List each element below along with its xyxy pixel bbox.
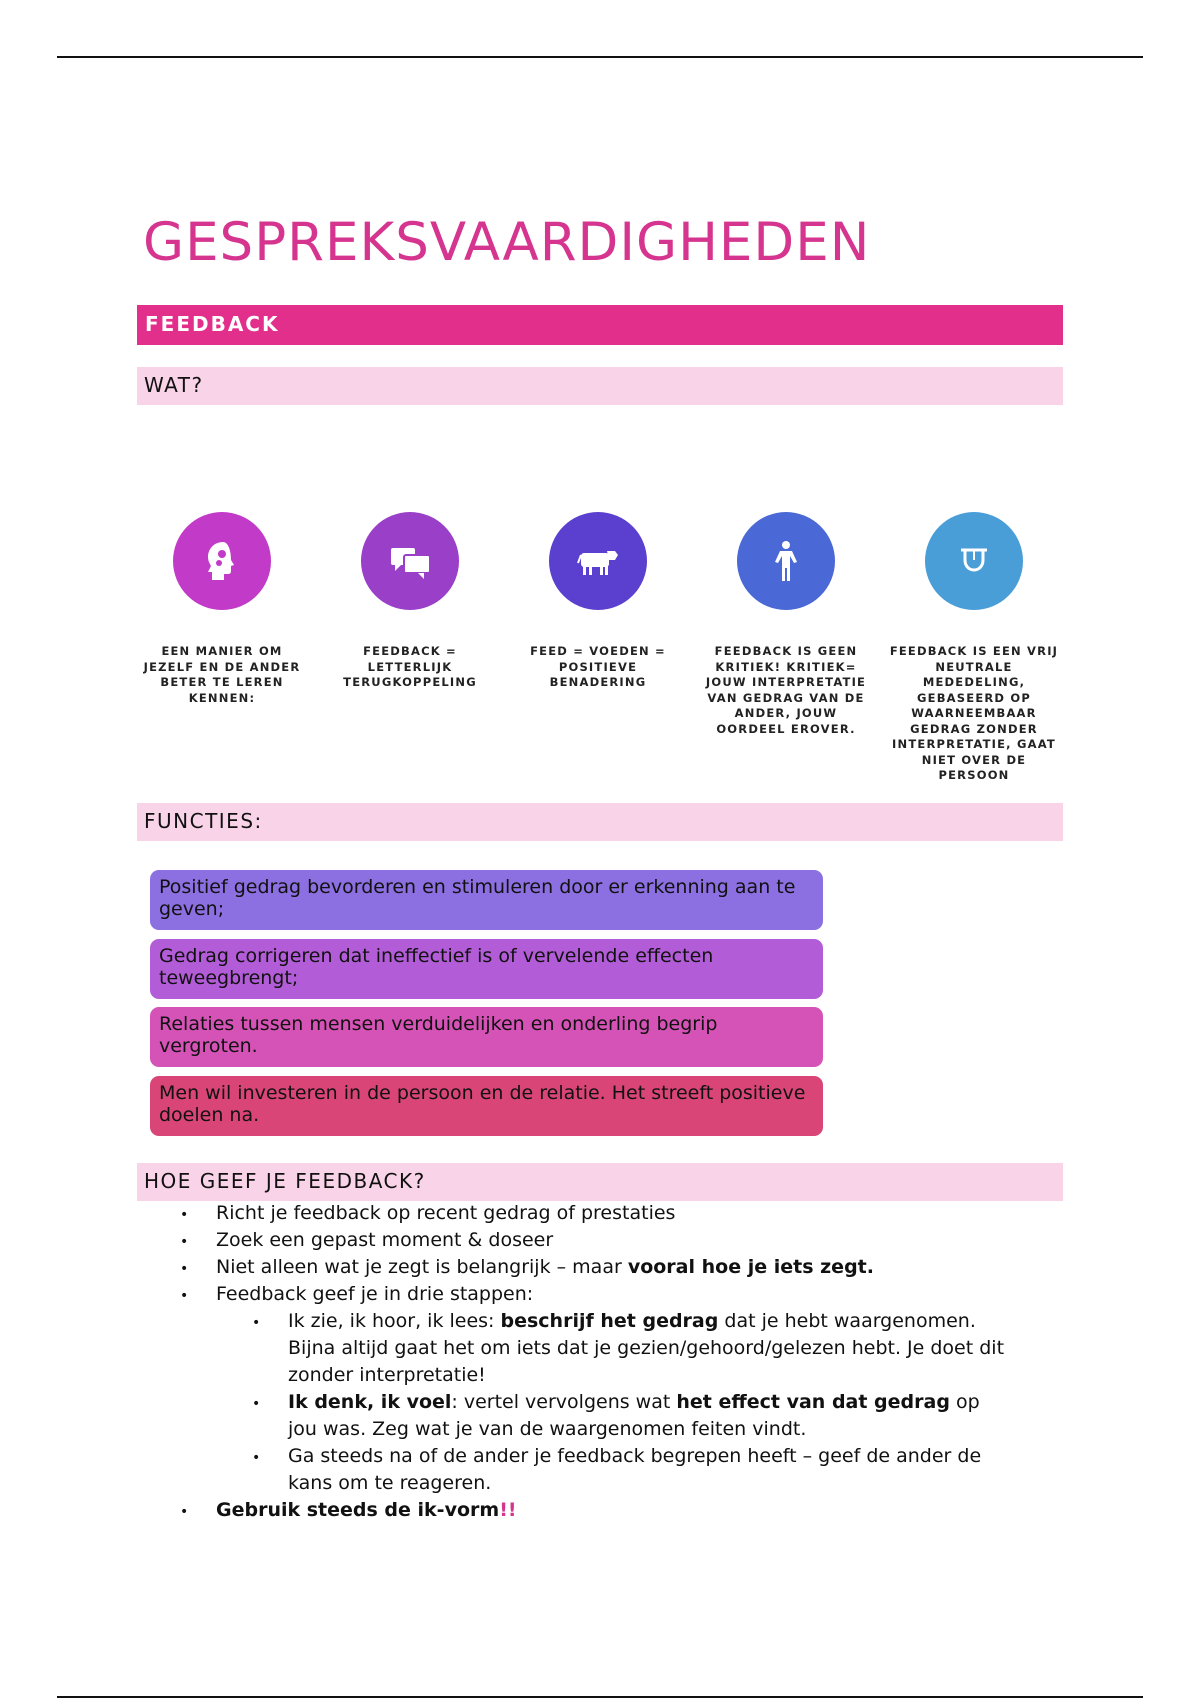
subheading-wat: WAT? <box>137 367 1063 405</box>
bullet-marker: • <box>180 1288 189 1304</box>
icon-caption: FEED = VOEDEN = POSITIEVE BENADERING <box>530 644 666 689</box>
function-box: Men wil investeren in de persoon en de relatie. Het streeft positieve doelen na. <box>150 1076 823 1136</box>
list-item-line: jou was. Zeg wat je van de waargenomen feiten vindt. <box>288 1418 807 1440</box>
list-item <box>216 1497 517 1524</box>
function-box: Gedrag corrigeren dat ineffectief is of vervelende effecten teweegbrengt; <box>150 939 823 999</box>
bullet-marker: • <box>180 1261 189 1277</box>
bullet-marker: • <box>180 1207 189 1223</box>
list-item-line: Bijna altijd gaat het om iets dat je gezien/gehoord/gelezen hebt. Je doet dit <box>288 1337 1005 1359</box>
list-item-line: zonder interpretatie! <box>288 1364 486 1386</box>
list-item-bold: Gebruik steeds de ik-vorm <box>216 1499 500 1521</box>
list-item-line: kans om te reageren. <box>288 1472 492 1494</box>
icon-caption: FEEDBACK IS GEEN KRITIEK! KRITIEK= JOUW INTERPRETATIE VAN GEDRAG VAN DE ANDER, JOUW OORDEEL EROVER. <box>705 644 867 736</box>
list-item-text: Ik zie, ik hoor, ik lees: <box>288 1310 501 1332</box>
tongue-face-icon <box>925 512 1023 610</box>
bullet-marker: • <box>180 1504 189 1520</box>
subheading-hoe: HOE GEEF JE FEEDBACK? <box>137 1163 1063 1201</box>
function-box: Relaties tussen mensen verduidelijken en onderling begrip vergroten. <box>150 1007 823 1067</box>
subheading-functies: FUNCTIES: <box>137 803 1063 841</box>
list-item <box>216 1254 874 1281</box>
list-item <box>288 1389 980 1416</box>
icon-item <box>701 508 871 737</box>
list-item: Ga steeds na of de ander je feedback begrepen heeft – geef de ander de <box>288 1445 982 1467</box>
icon-caption: FEEDBACK = LETTERLIJK TERUGKOPPELING <box>343 644 477 689</box>
list-item-text: : vertel vervolgens wat <box>451 1391 677 1413</box>
list-item: Richt je feedback op recent gedrag of prestaties <box>216 1202 676 1224</box>
list-item: Feedback geef je in drie stappen: <box>216 1283 534 1305</box>
list-item-text: op <box>949 1391 980 1413</box>
icon-row <box>137 508 1075 788</box>
page-title: GESPREKSVAARDIGHEDEN <box>143 212 871 273</box>
icon-caption: FEEDBACK IS EEN VRIJ NEUTRALE MEDEDELING, GEBASEERD OP WAARNEEMBAAR GEDRAG ZONDER INTERPRETATIE, GAAT NIET OVER DE PERSOON <box>889 644 1059 782</box>
speech-bubbles-icon <box>361 512 459 610</box>
top-rule <box>57 56 1143 58</box>
icon-item <box>137 508 307 706</box>
list-item-text: dat je hebt waargenomen. <box>718 1310 976 1332</box>
list-item: Zoek een gepast moment & doseer <box>216 1229 554 1251</box>
icon-caption: EEN MANIER OM JEZELF EN DE ANDER BETER TE LEREN KENNEN: <box>143 644 301 705</box>
person-icon <box>737 512 835 610</box>
bullet-marker: • <box>180 1234 189 1250</box>
list-item-bold: beschrijf het gedrag <box>500 1310 719 1332</box>
list-item-bold: Ik denk, ik voel <box>288 1391 452 1413</box>
list-item <box>288 1308 976 1335</box>
function-box: Positief gedrag bevorderen en stimuleren door er erkenning aan te geven; <box>150 870 823 930</box>
bullet-marker: • <box>252 1450 261 1466</box>
section-heading-feedback: FEEDBACK <box>137 305 1063 345</box>
head-gears-icon <box>173 512 271 610</box>
icon-item <box>889 508 1059 784</box>
list-item-text: Niet alleen wat je zegt is belangrijk – maar <box>216 1256 628 1278</box>
bullet-marker: • <box>252 1315 261 1331</box>
icon-item <box>325 508 495 691</box>
list-item-bold: het effect van dat gedrag <box>676 1391 950 1413</box>
list-item-bold: vooral hoe je iets zegt. <box>627 1256 874 1278</box>
list-item-bold: !! <box>499 1499 517 1521</box>
bottom-rule <box>57 1696 1143 1698</box>
icon-item <box>513 508 683 691</box>
bullet-marker: • <box>252 1396 261 1412</box>
cow-icon <box>549 512 647 610</box>
